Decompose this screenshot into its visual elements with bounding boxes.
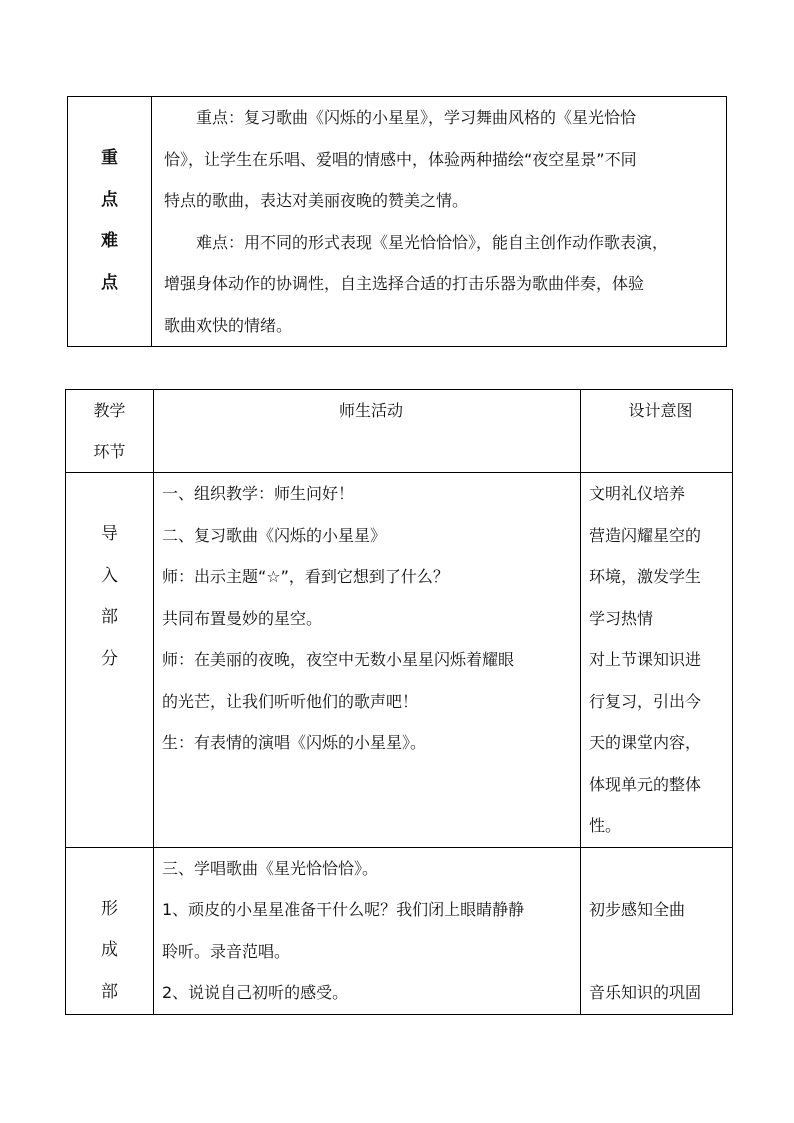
intent-line: 对上节课知识进 xyxy=(589,650,702,669)
intent-cell xyxy=(581,847,733,1014)
intent-line: 性。 xyxy=(589,816,622,835)
difficulty-line: 歌曲欢快的情绪。 xyxy=(164,315,293,335)
intent-line: 体现单元的整体 xyxy=(589,774,702,794)
activity-line: 生：有表情的演唱《闪烁的小星星》。 xyxy=(162,733,427,752)
intent-line: 天的课堂内容， xyxy=(589,733,702,752)
label-char: 点 xyxy=(101,272,118,293)
intent-line: 音乐知识的巩固 xyxy=(589,983,702,1002)
header-section: 教学 环节 xyxy=(66,390,154,473)
lesson-table xyxy=(65,389,733,1015)
label-char: 重 xyxy=(101,148,118,168)
key-points-content xyxy=(152,97,727,347)
intent-line: 行复习，引出今 xyxy=(589,691,702,711)
header-intent: 设计意图 xyxy=(581,390,733,473)
difficulty-line: 增强身体动作的协调性，自主选择合适的打击乐器为歌曲伴奏，体验 xyxy=(164,274,645,293)
activity-line: 的光芒，让我们听听他们的歌声吧！ xyxy=(162,691,419,711)
activity-line: 聆听。录音范唱。 xyxy=(162,941,291,961)
table-row xyxy=(66,847,733,1014)
intent-line: 营造闪耀星空的 xyxy=(589,525,702,545)
key-line: 特点的歌曲，表达对美丽夜晚的赞美之情。 xyxy=(164,191,469,210)
table-header-row xyxy=(66,390,733,473)
intent-line: 文明礼仪培养 xyxy=(589,484,686,503)
intent-line: 环境，激发学生 xyxy=(589,567,702,586)
activity-line: 2、说说自己初听的感受。 xyxy=(162,983,349,1002)
section-label: 形 成 部 xyxy=(66,847,154,1014)
activity-line: 一、组织教学：师生问好！ xyxy=(162,484,355,503)
intent-cell xyxy=(581,473,733,848)
key-line: 恰》，让学生在乐唱、爱唱的情感中，体验两种描绘“夜空星景”不同 xyxy=(164,149,637,169)
activity-line: 师：在美丽的夜晚，夜空中无数小星星闪烁着耀眼 xyxy=(162,650,515,669)
key-line: 重点：复习歌曲《闪烁的小星星》，学习舞曲风格的《星光恰恰 xyxy=(196,108,637,127)
intent-line xyxy=(581,848,732,890)
activity-cell xyxy=(154,847,581,1014)
activity-line: 1、顽皮的小星星准备干什么呢？我们闭上眼睛静静 xyxy=(162,900,525,919)
label-char: 点 xyxy=(101,189,118,210)
header-activity: 师生活动 xyxy=(154,390,581,473)
difficulty-line: 难点：用不同的形式表现《星光恰恰恰》，能自主创作动作歌表演， xyxy=(196,232,669,252)
intent-line: 初步感知全曲 xyxy=(589,900,686,919)
intent-line xyxy=(581,931,732,973)
label-char: 难 xyxy=(101,231,118,251)
activity-line: 共同布置曼妙的星空。 xyxy=(162,608,323,628)
activity-line: 三、学唱歌曲《星光恰恰恰》。 xyxy=(162,858,379,878)
key-points-table xyxy=(67,96,727,347)
section-label: 导 入 部 分 xyxy=(66,473,154,848)
activity-cell xyxy=(154,473,581,848)
table-row xyxy=(66,473,733,848)
activity-line: 二、复习歌曲《闪烁的小星星》 xyxy=(162,525,387,545)
key-points-label xyxy=(68,97,152,347)
activity-line: 师：出示主题“☆”，看到它想到了什么？ xyxy=(162,567,449,586)
intent-line: 学习热情 xyxy=(589,608,654,628)
